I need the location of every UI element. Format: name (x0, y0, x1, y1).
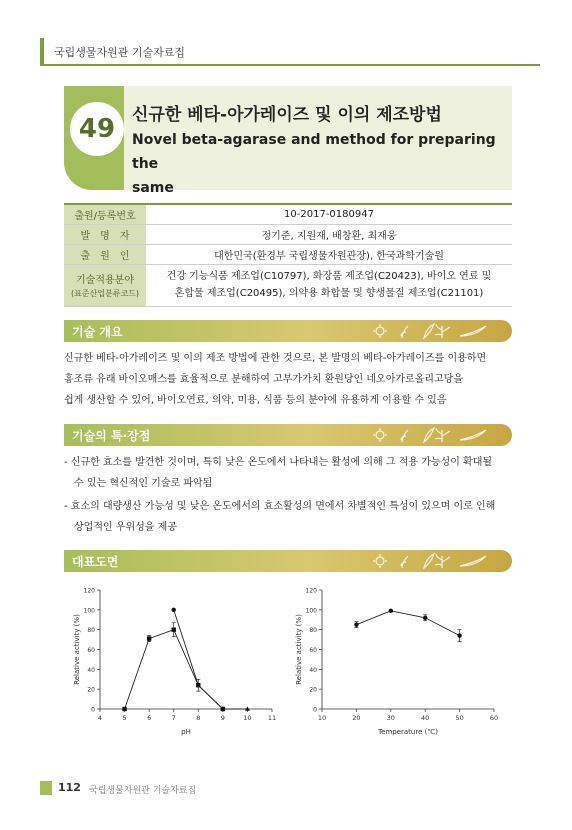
info-row-field (64, 264, 512, 306)
x-tick-label: 8 (196, 714, 201, 722)
data-point (122, 707, 126, 711)
title-number: 49 (70, 102, 124, 156)
y-tick-label: 0 (91, 706, 95, 714)
data-point (172, 627, 176, 631)
series-line (356, 611, 459, 636)
feature-bullet (64, 452, 516, 494)
section-features-title: 기술의 특·장점 (72, 429, 151, 443)
header-underline (40, 64, 540, 66)
header-title: 국립생물자원관 기술자료집 (54, 46, 186, 59)
section-figure-title: 대표도면 (72, 555, 119, 569)
info-key: 발 명 자 (64, 224, 146, 244)
x-axis-label: Temperature (℃) (378, 728, 438, 736)
info-row (64, 204, 512, 224)
y-tick-label: 80 (309, 627, 317, 635)
title-english-line1: Novel beta-agarase and method for preparing the (132, 132, 496, 172)
y-tick-label: 20 (309, 686, 317, 694)
overview-line: 신규한 베타-아가레이즈 및 이의 제조 방법에 관한 것으로, 본 발명의 베타-아가레이즈를 이용하면 (64, 353, 487, 364)
temperature-activity-chart (292, 582, 502, 742)
series-line (125, 630, 223, 709)
section-features-header (64, 424, 512, 446)
info-row (64, 224, 512, 244)
data-point (423, 616, 427, 620)
data-point (147, 636, 151, 640)
x-tick-label: 10 (243, 714, 252, 722)
overview-text (64, 348, 516, 411)
data-point (172, 608, 176, 612)
x-tick-label: 6 (147, 714, 152, 722)
info-value: 정기준, 지원재, 배창환, 최재웅 (146, 224, 512, 244)
section-figure-header (64, 550, 512, 572)
x-axis-label: pH (181, 728, 191, 736)
y-tick-label: 60 (87, 647, 95, 654)
y-tick-label: 0 (313, 706, 317, 714)
field-key: 기술적용분야 (76, 275, 134, 286)
leaf-decoration-icon (372, 552, 492, 570)
x-tick-label: 10 (317, 714, 327, 722)
info-key: 출 원 인 (64, 244, 146, 264)
page-number: 112 (58, 781, 81, 794)
y-tick-label: 120 (83, 587, 95, 595)
data-point (196, 683, 200, 687)
title-english (132, 128, 502, 200)
section-overview-header (64, 320, 512, 342)
info-row (64, 244, 512, 264)
leaf-decoration-icon (372, 426, 492, 444)
data-point (389, 609, 393, 613)
y-tick-label: 120 (305, 587, 317, 595)
overview-line: 홍조류 유래 바이오매스를 효율적으로 분해하여 고부가가치 환원당인 네오아가로올리고당을 (64, 374, 463, 385)
feature-bullet (64, 496, 516, 538)
patent-info-table (64, 203, 512, 307)
info-value: 10-2017-0180947 (146, 204, 512, 224)
field-key-sub: (표준산업분류코드) (70, 289, 140, 298)
info-value-field (146, 264, 512, 306)
field-value-line2: 혼합물 제조업(C20495), 의약용 화합물 및 향생물질 제조업(C21101) (174, 288, 484, 299)
section-overview-title: 기술 개요 (72, 325, 123, 339)
title-english-line2: same (132, 180, 174, 196)
y-tick-label: 100 (83, 607, 95, 615)
data-point (354, 623, 358, 627)
x-tick-label: 60 (489, 714, 499, 722)
leaf-decoration-icon (372, 322, 492, 340)
footer-accent (40, 781, 52, 795)
x-tick-label: 7 (171, 714, 176, 722)
y-tick-label: 20 (87, 686, 95, 694)
x-tick-label: 11 (267, 714, 277, 722)
field-value-line1: 건강 기능식품 제조업(C10797), 화장품 제조업(C20423), 바이오 연료 및 (166, 271, 492, 282)
y-axis-label: Relative activity (%) (73, 614, 81, 685)
y-tick-label: 60 (309, 647, 317, 654)
title-box (64, 86, 512, 196)
feature-bullet-line1: - 효소의 대량생산 가능성 및 낮은 온도에서의 효소활성의 면에서 차별적인 특성이 있으며 이로 인해 (64, 501, 496, 512)
feature-bullet-line1: - 신규한 효소를 발견한 것이며, 특히 낮은 온도에서 나타내는 활성에 의해 그 적용 가능성이 확대될 (64, 457, 493, 468)
info-key: 출원/등록번호 (64, 204, 146, 224)
y-tick-label: 40 (87, 666, 95, 674)
x-tick-label: 4 (97, 714, 103, 722)
info-value: 대한민국(환경부 국립생물자원관장), 한국과학기술원 (146, 244, 512, 264)
x-tick-label: 40 (421, 714, 430, 722)
info-key-field (64, 264, 146, 306)
y-tick-label: 80 (87, 627, 95, 635)
x-tick-label: 50 (455, 714, 464, 722)
feature-bullet-line2: 수 있는 혁신적인 기술로 파악됨 (74, 478, 213, 489)
series-line (174, 610, 223, 709)
top-header (40, 38, 540, 66)
x-tick-label: 30 (386, 714, 395, 722)
feature-bullet-line2: 상업적인 우위성을 제공 (74, 522, 177, 533)
y-tick-label: 100 (305, 607, 317, 615)
title-korean: 신규한 베타-아가레이즈 및 이의 제조방법 (132, 105, 442, 125)
y-tick-label: 40 (309, 666, 317, 674)
overview-line: 쉽게 생산할 수 있어, 바이오연료, 의약, 미용, 식품 등의 분야에 유용하게 이용할 수 있음 (64, 395, 447, 406)
y-axis-label: Relative activity (%) (295, 614, 303, 685)
footer-text: 국립생물자원관 기술자료집 (89, 786, 197, 796)
data-point (457, 633, 461, 637)
ph-activity-chart (70, 582, 280, 742)
header-accent-bar (40, 38, 44, 66)
x-tick-label: 20 (352, 714, 361, 722)
x-tick-label: 9 (220, 714, 225, 722)
x-tick-label: 5 (122, 714, 127, 722)
